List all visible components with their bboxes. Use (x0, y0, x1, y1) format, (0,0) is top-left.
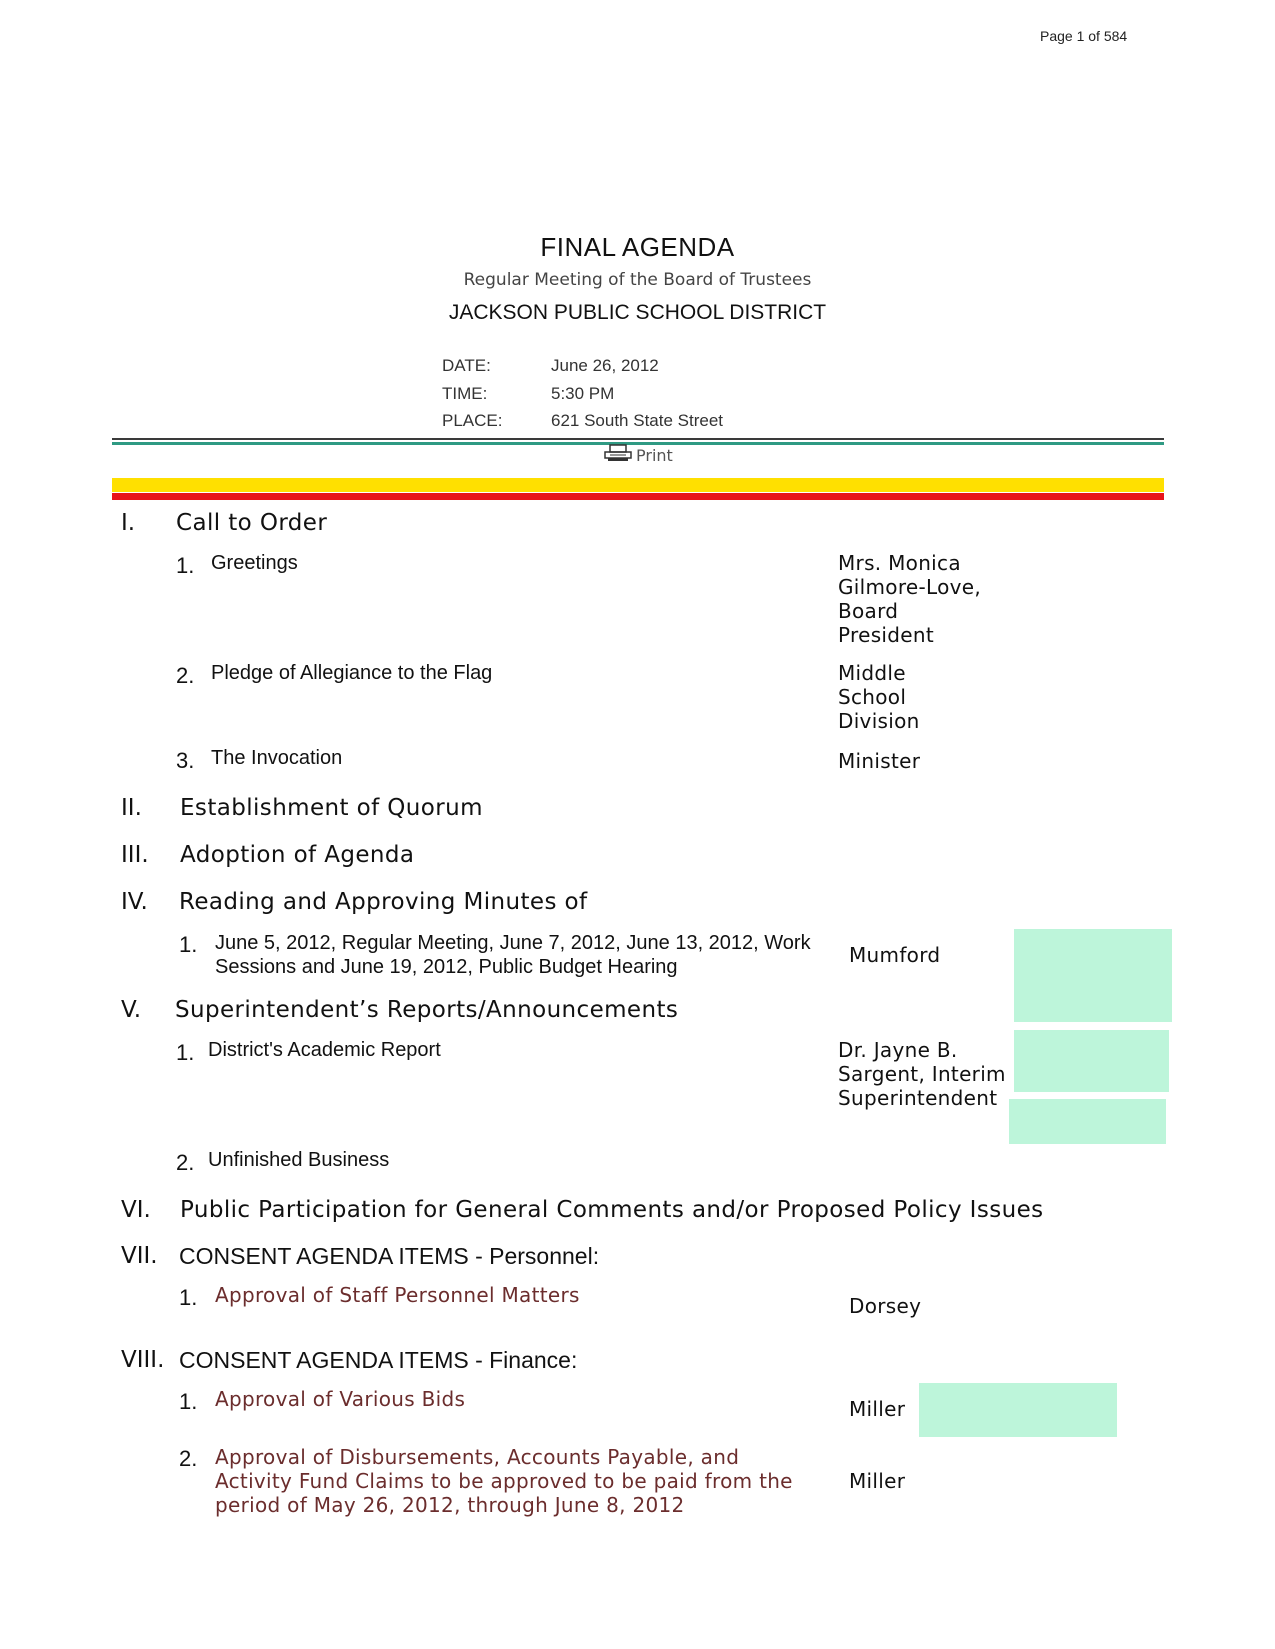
section-number: V. (121, 997, 142, 1023)
item-title: Pledge of Allegiance to the Flag (211, 662, 493, 684)
section-number: I. (121, 510, 136, 536)
section-number: IV. (121, 889, 148, 915)
section-title: CONSENT AGENDA ITEMS - Finance: (179, 1347, 578, 1373)
header-rule-dark (112, 438, 1164, 440)
item-number: 1. (176, 1040, 195, 1065)
item-number: 1. (176, 553, 195, 578)
time-value: 5:30 PM (551, 384, 615, 403)
item-title: Unfinished Business (208, 1149, 390, 1171)
section-number: VIII. (121, 1347, 165, 1373)
place-label: PLACE: (442, 411, 503, 430)
item-number: 1. (179, 1285, 198, 1310)
date-label: DATE: (442, 356, 491, 375)
accent-bar-red (112, 493, 1164, 500)
item-number: 2. (179, 1446, 198, 1471)
item-presenter: Mumford (849, 943, 941, 967)
item-number: 2. (176, 1150, 195, 1175)
item-number: 3. (176, 748, 195, 773)
item-number: 2. (176, 663, 195, 688)
place-value: 621 South State Street (551, 411, 724, 430)
section-title: Adoption of Agenda (180, 842, 415, 868)
section-title: Establishment of Quorum (180, 795, 483, 821)
section-number: III. (121, 842, 149, 868)
section-number: VII. (121, 1243, 158, 1269)
item-link[interactable]: Approval of Various Bids (215, 1387, 466, 1411)
item-presenter: Middle School Division (838, 661, 920, 733)
time-label: TIME: (442, 384, 488, 403)
item-presenter: Miller (849, 1469, 906, 1493)
section-title: Public Participation for General Comments and/or Proposed Policy Issues (180, 1197, 1044, 1223)
item-number: 1. (179, 1389, 198, 1414)
print-button[interactable] (604, 444, 673, 466)
section-title: Call to Order (176, 510, 328, 536)
item-presenter: Dorsey (849, 1294, 922, 1318)
section-title: Superintendent’s Reports/Announcements (175, 997, 679, 1023)
item-presenter: Mrs. Monica Gilmore-Love, Board President (838, 551, 982, 647)
item-title: Greetings (211, 552, 298, 574)
accent-bar-yellow (112, 478, 1164, 492)
item-link[interactable]: Approval of Disbursements, Accounts Payable, and Activity Fund Claims to be approved to be paid from the period of May 26, 2012, through June 8, 2012 (215, 1445, 793, 1517)
highlight-box (1009, 1099, 1166, 1144)
page-subtitle: Regular Meeting of the Board of Trustees (463, 270, 812, 290)
section-title: CONSENT AGENDA ITEMS - Personnel: (179, 1243, 600, 1269)
page-number: Page 1 of 584 (1040, 28, 1128, 44)
highlight-box (1014, 1030, 1169, 1092)
district-name: JACKSON PUBLIC SCHOOL DISTRICT (448, 301, 827, 324)
item-number: 1. (179, 932, 198, 957)
item-title: District's Academic Report (208, 1039, 441, 1061)
printer-icon (604, 444, 632, 466)
section-number: VI. (121, 1197, 151, 1223)
item-presenter: Miller (849, 1397, 906, 1421)
item-presenter: Dr. Jayne B. Sargent, Interim Superintendent (838, 1038, 1006, 1110)
item-link[interactable]: Approval of Staff Personnel Matters (215, 1283, 580, 1307)
item-presenter: Minister (838, 749, 921, 773)
highlight-box (919, 1383, 1117, 1437)
print-label: Print (636, 445, 673, 465)
item-title: June 5, 2012, Regular Meeting, June 7, 2012, June 13, 2012, Work Sessions and June 19, 2012, Public Budget Hearing (215, 932, 811, 978)
highlight-box (1014, 929, 1172, 1022)
section-number: II. (121, 795, 142, 821)
section-title: Reading and Approving Minutes of (179, 889, 588, 915)
date-value: June 26, 2012 (551, 356, 659, 375)
item-title: The Invocation (211, 747, 343, 769)
page-title: FINAL AGENDA (540, 232, 735, 262)
